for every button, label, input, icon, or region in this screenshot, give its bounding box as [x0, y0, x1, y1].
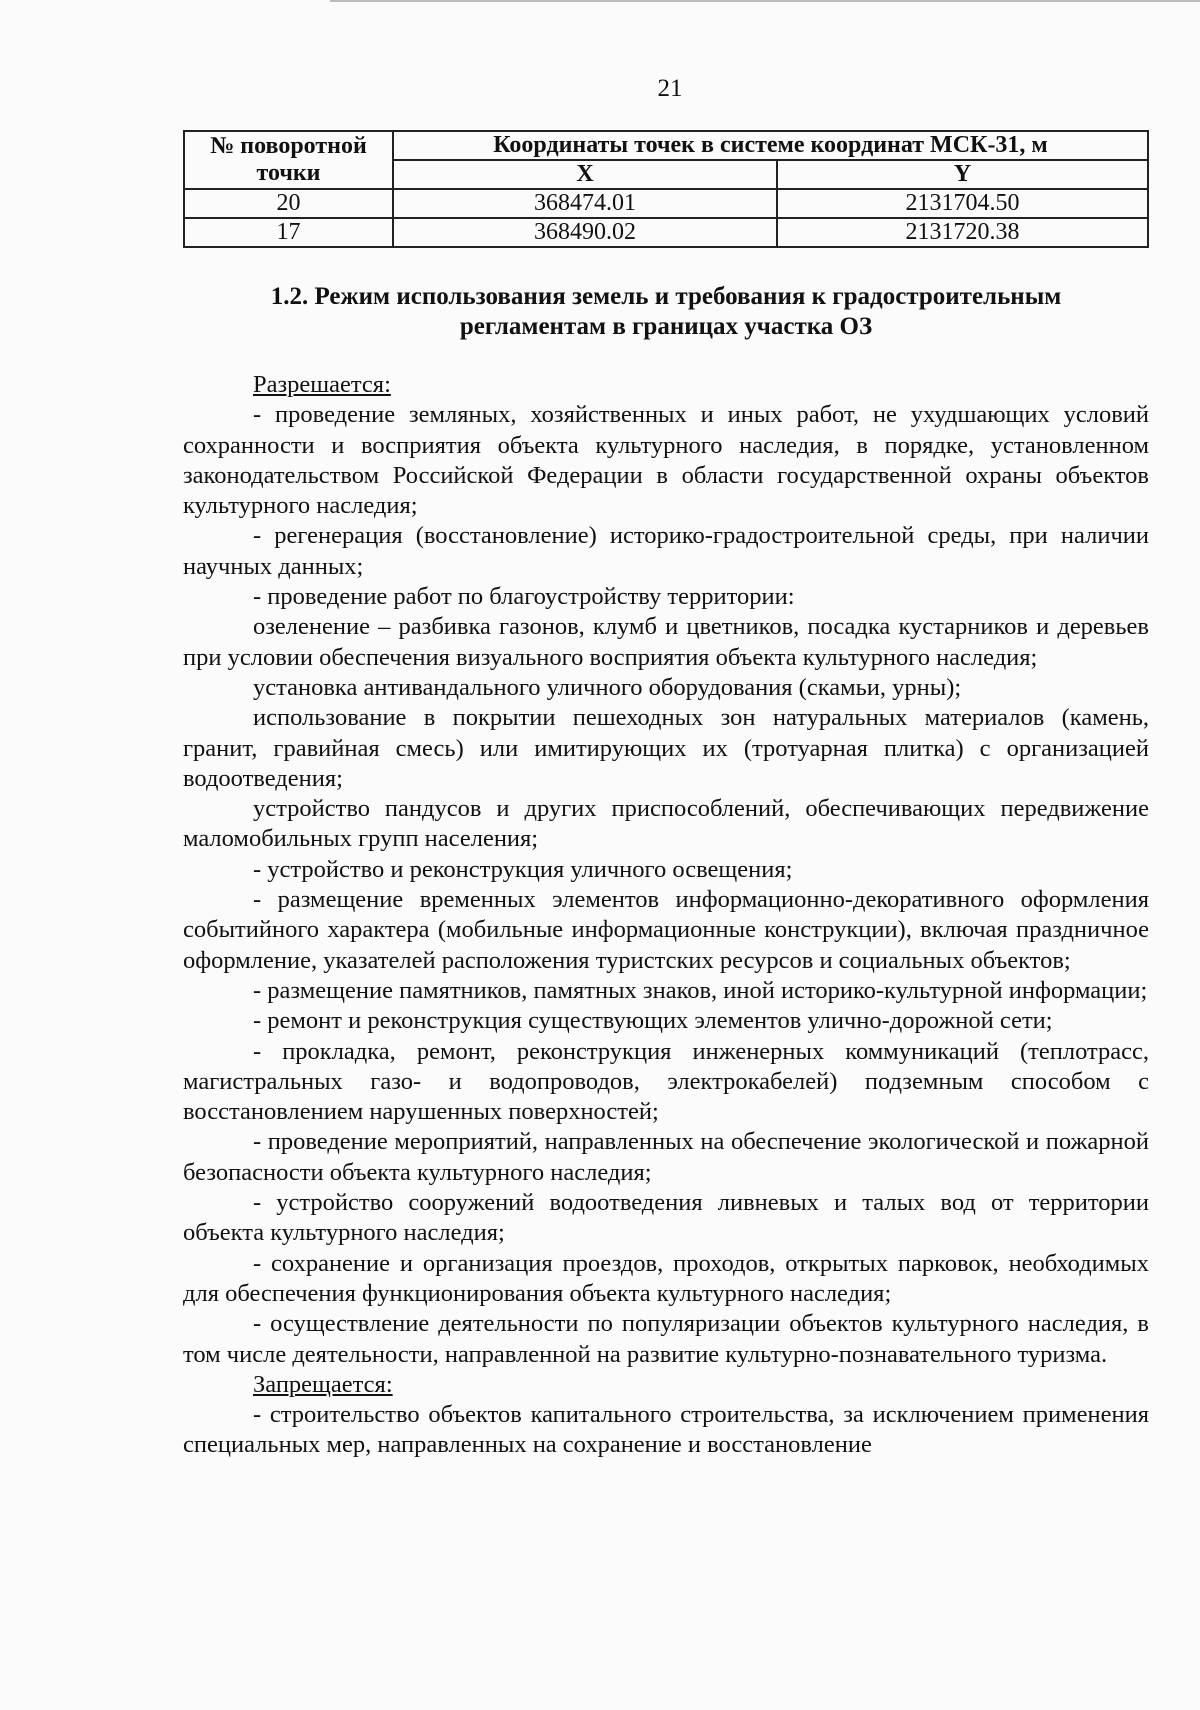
table-row	[184, 189, 1148, 218]
paragraph: озеленение – разбивка газонов, клумб и цветников, посадка кустарников и деревьев при условии обеспечения визуального восприятия объекта культурного наследия;	[183, 613, 1149, 671]
paragraph: - устройство и реконструкция уличного освещения;	[253, 855, 793, 883]
paragraph: устройство пандусов и других приспособлений, обеспечивающих передвижение маломобильных групп населения;	[183, 795, 1149, 853]
paragraph: - размещение памятников, памятных знаков, иной историко-культурной информации;	[253, 976, 1148, 1004]
body-text	[183, 370, 1149, 1461]
paragraph: - проведение мероприятий, направленных на обеспечение экологической и пожарной безопасности объекта культурного наследия;	[183, 1128, 1149, 1186]
scan-edge-line	[330, 0, 1200, 2]
paragraph: - проведение земляных, хозяйственных и иных работ, не ухудшающих условий сохранности и восприятия объекта культурного наследия, в порядке, установленном законодательством Российской Федерации в области государственной охраны объектов культурного наследия;	[183, 401, 1149, 520]
cell-point: 17	[184, 218, 393, 247]
section-heading	[183, 282, 1149, 342]
paragraph: - проведение работ по благоустройству территории:	[253, 583, 795, 611]
table-header-row	[184, 131, 1148, 160]
header-point: № поворотной точки	[184, 131, 393, 189]
page-number: 21	[657, 75, 683, 102]
paragraph: - размещение временных элементов информационно-декоративного оформления событийного характера (мобильные информационные конструкции), включая праздничное оформление, указателей расположения туристских ресурсов и социальных объектов;	[183, 886, 1149, 974]
paragraph: - сохранение и организация проездов, проходов, открытых парковок, необходимых для обеспечения функционирования объекта культурного наследия;	[183, 1249, 1149, 1307]
table-row	[184, 218, 1148, 247]
paragraph: - регенерация (восстановление) историко-градостроительной среды, при наличии научных данных;	[183, 522, 1149, 580]
paragraph: - ремонт и реконструкция существующих элементов улично-дорожной сети;	[253, 1007, 1053, 1035]
cell-x: 368490.02	[393, 218, 777, 247]
paragraph: установка антивандального уличного оборудования (скамьи, урны);	[253, 673, 962, 701]
cell-y: 2131704.50	[777, 189, 1148, 218]
paragraph: - строительство объектов капитального строительства, за исключением применения специальных мер, направленных на сохранение и восстановление	[183, 1401, 1149, 1459]
section-heading-line: регламентам в границах участка ОЗ	[459, 313, 873, 340]
forbidden-label: Запрещается:	[253, 1370, 393, 1398]
cell-point: 20	[184, 189, 393, 218]
cell-x: 368474.01	[393, 189, 777, 218]
coordinates-table	[183, 130, 1149, 248]
header-y: Y	[777, 160, 1148, 189]
paragraph: - осуществление деятельности по популяризации объектов культурного наследия, в том числе деятельности, направленной на развитие культурно-познавательного туризма.	[183, 1310, 1149, 1368]
paragraph: - устройство сооружений водоотведения ливневых и талых вод от территории объекта культурного наследия;	[183, 1189, 1149, 1247]
paragraph: использование в покрытии пешеходных зон натуральных материалов (камень, гранит, гравийная смесь) или имитирующих их (тротуарная плитка) с организацией водоотведения;	[183, 704, 1149, 792]
cell-y: 2131720.38	[777, 218, 1148, 247]
section-heading-line: 1.2. Режим использования земель и требования к градостроительным	[270, 283, 1062, 310]
header-x: X	[393, 160, 777, 189]
paragraph: - прокладка, ремонт, реконструкция инженерных коммуникаций (теплотрасс, магистральных газо- и водопроводов, электрокабелей) подземным способом с восстановлением нарушенных поверхностей;	[183, 1037, 1149, 1126]
allowed-label: Разрешается:	[253, 371, 391, 398]
header-coords: Координаты точек в системе координат МСК-31, м	[393, 131, 1148, 160]
